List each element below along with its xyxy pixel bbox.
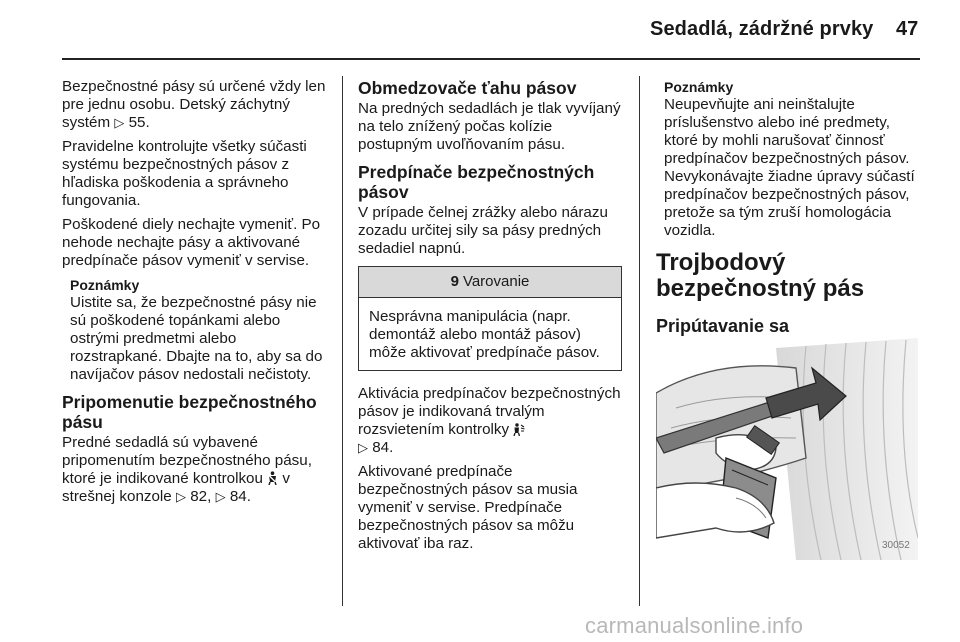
paragraph-belt-reminder: Predné sedadlá sú vybavené pripomenutím bezpečnostného pásu, ktoré je indikované kontrolkou v strešnej konzole ▷ 82, ▷ 84. bbox=[62, 434, 312, 505]
note-body: Neupevňujte ani neinštalujte príslušenstvo alebo iné predmety, ktoré by mohli narušovať činnosť predpínačov bezpečnostných pásov. Nevykonávajte žiadne úpravy súčastí predpínačov bezpečnostných pásov, pretože sa tým zruší homologácia vozidla. bbox=[664, 96, 915, 239]
page-ref-arrow-icon: ▷ bbox=[215, 489, 226, 504]
figure-number: 30052 bbox=[882, 540, 910, 551]
column-3 bbox=[656, 78, 918, 348]
heading-fastening: Pripútavanie sa bbox=[656, 316, 790, 336]
page-number: 47 bbox=[896, 18, 919, 40]
seatbelt-reminder-icon bbox=[267, 470, 282, 487]
page-header-title: Sedadlá, zádržné prvky bbox=[650, 18, 874, 40]
warning-title: Varovanie bbox=[462, 273, 530, 290]
note-block bbox=[656, 78, 918, 240]
page-ref-arrow-icon: ▷ bbox=[114, 115, 125, 130]
column-divider-2 bbox=[639, 76, 640, 606]
page-ref-link[interactable]: 84. bbox=[229, 488, 251, 505]
note-body: Uistite sa, že bezpečnostné pásy nie sú poškodené topánkami alebo ostrými predmetmi alebo rozstrapkané. Dbajte na to, aby sa do navíjačov pásov nedostali nečistoty. bbox=[70, 294, 323, 383]
paragraph-single-person: Bezpečnostné pásy sú určené vždy len pre jednu osobu. Detský záchytný systém ▷ 55. bbox=[62, 78, 326, 131]
page-ref-link[interactable]: 55. bbox=[128, 114, 150, 131]
heading-three-point-belt: Trojbodový bezpečnostný pás bbox=[656, 249, 865, 302]
page-ref-arrow-icon: ▷ bbox=[358, 440, 368, 455]
note-block bbox=[62, 276, 330, 384]
airbag-pretensioner-icon bbox=[513, 421, 525, 438]
paragraph-pretensioners: V prípade čelnej zrážky alebo nárazu zozadu určitej sily sa pásy predných sedadiel napnú. bbox=[358, 204, 608, 257]
note-title: Poznámky bbox=[70, 277, 140, 293]
paragraph-replace-pretensioners: Aktivované predpínače bezpečnostných pásov sa musia vymeniť v servise. Predpínače bezpečnostných pásov sa môžu aktivovať iba raz. bbox=[358, 463, 578, 552]
heading-load-limiters: Obmedzovače ťahu pásov bbox=[358, 78, 577, 98]
warning-header bbox=[359, 267, 621, 298]
page-ref-arrow-icon: ▷ bbox=[175, 489, 186, 504]
column-1 bbox=[62, 78, 330, 512]
illustration-drawing bbox=[656, 338, 918, 560]
paragraph-replace-damaged: Poškodené diely nechajte vymeniť. Po nehode nechajte pásy a aktivované predpínače pásov vymeniť v servise. bbox=[62, 216, 321, 269]
note-title: Poznámky bbox=[664, 79, 734, 95]
header-divider bbox=[62, 58, 920, 60]
column-2 bbox=[358, 78, 626, 559]
paragraph-pretensioner-activation: Aktivácia predpínačov bezpečnostných pásov je indikovaná trvalým rozsvietením kontrolky ▷ 84. bbox=[358, 385, 621, 456]
warning-triangle-icon: 9 bbox=[450, 273, 459, 290]
watermark: carmanualsonline.info bbox=[585, 613, 804, 638]
warning-box bbox=[358, 266, 622, 371]
paragraph-load-limiters: Na predných sedadlách je tlak vyvíjaný na telo znížený počas kolízie postupným uvoľňovaním pásu. bbox=[358, 100, 621, 153]
warning-body: Nesprávna manipulácia (napr. demontáž alebo montáž pásov) môže aktivovať predpínače pásov. bbox=[369, 308, 600, 361]
column-divider-1 bbox=[342, 76, 343, 606]
heading-pretensioners: Predpínače bezpečnostných pásov bbox=[358, 162, 595, 202]
page-ref-link[interactable]: 82, bbox=[190, 488, 212, 505]
heading-belt-reminder: Pripomenutie bezpečnostného pásu bbox=[62, 392, 317, 432]
page-ref-link[interactable]: 84. bbox=[372, 439, 394, 456]
seatbelt-fastening-illustration bbox=[656, 338, 918, 560]
paragraph-inspection: Pravidelne kontrolujte všetky súčasti systému bezpečnostných pásov z hľadiska poškodenia a správneho fungovania. bbox=[62, 138, 307, 209]
